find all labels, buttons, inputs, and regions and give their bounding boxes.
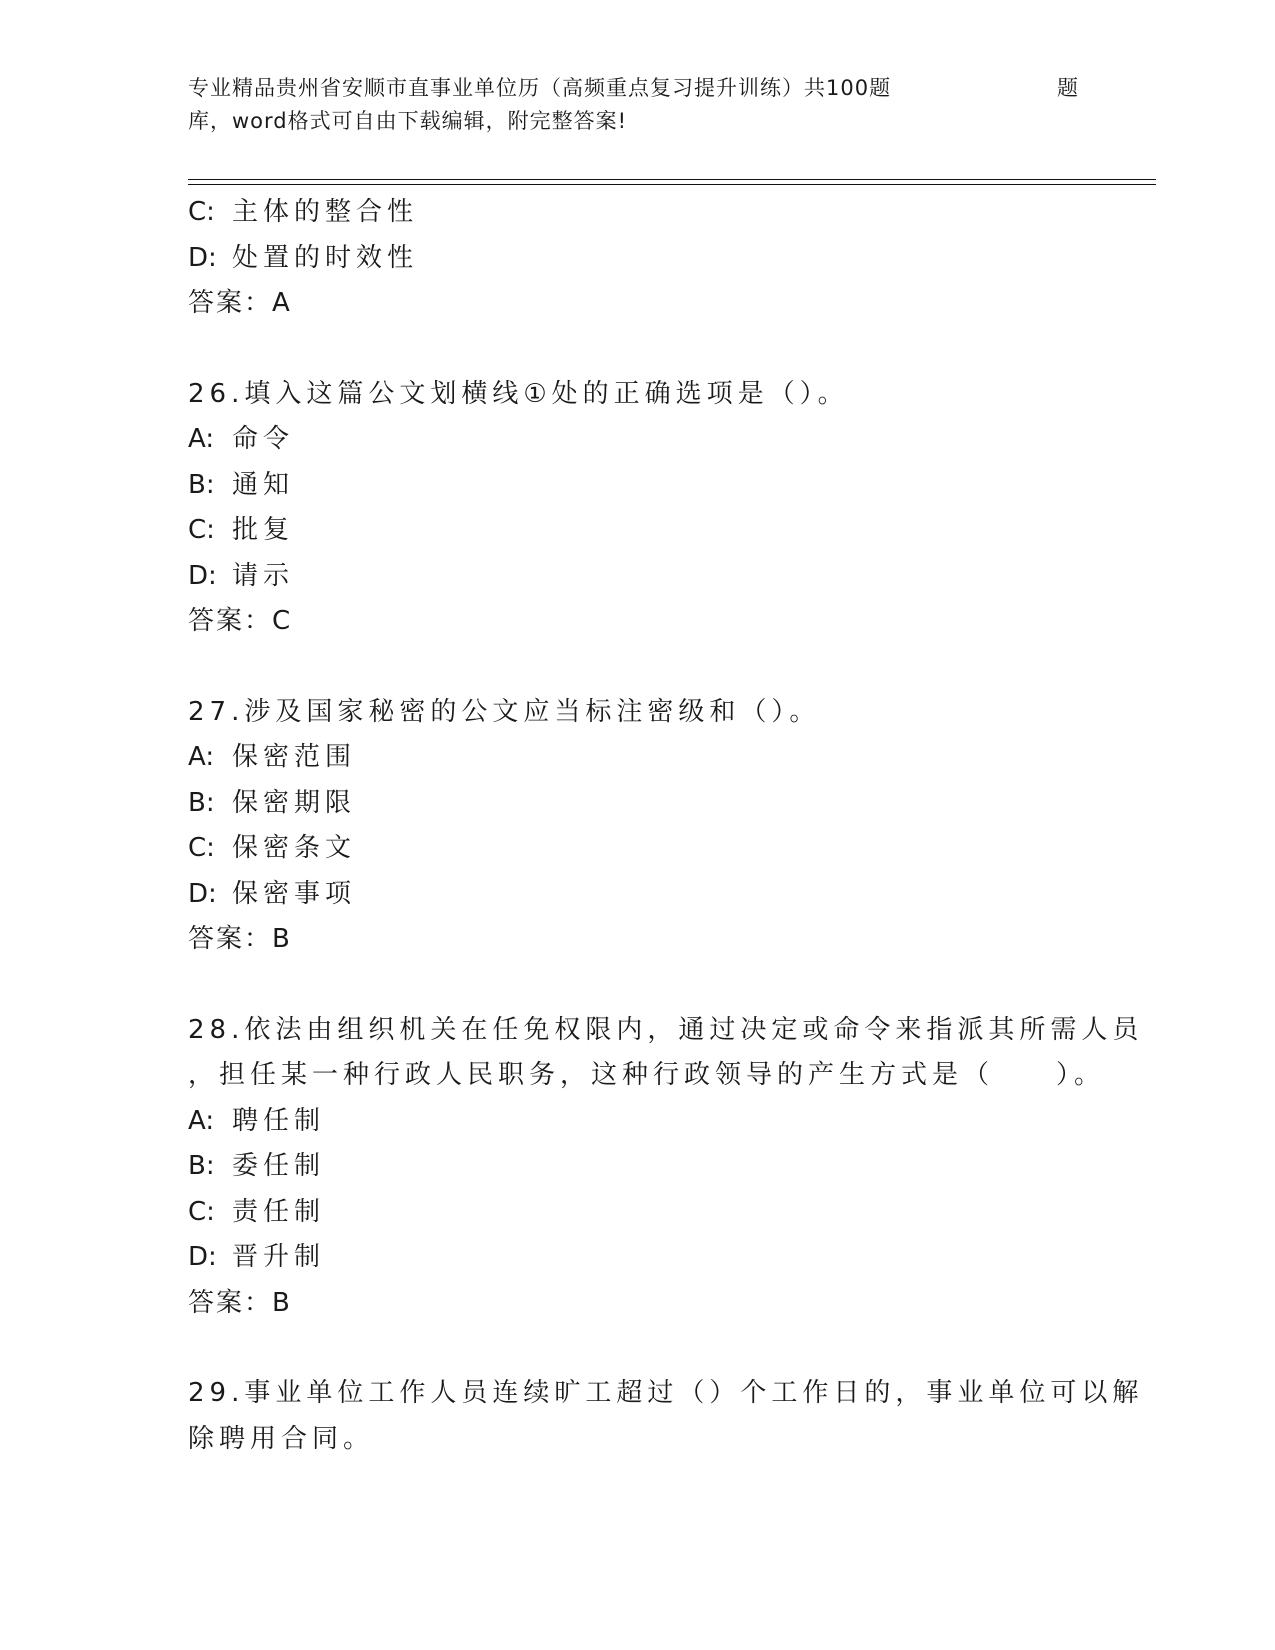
- answer-line: [188, 1281, 1108, 1327]
- option-key: A:: [188, 424, 215, 454]
- header-divider-top: [188, 179, 1156, 180]
- option-text: 保密事项: [232, 878, 357, 909]
- question-number: 28.: [188, 1014, 245, 1045]
- option-text: 保密期限: [232, 787, 357, 818]
- question-text: 依法由组织机关在任免权限内，通过决定或命令来指派其所需人员: [244, 1014, 1144, 1045]
- option-key: C:: [188, 197, 215, 227]
- answer-line: [188, 917, 1108, 963]
- page-header: [188, 72, 1088, 138]
- question-number: 29.: [188, 1378, 245, 1408]
- option-text: 请示: [232, 560, 295, 591]
- option-a: [188, 735, 1108, 781]
- option-text: 保密条文: [232, 833, 357, 863]
- option-c: [188, 508, 1108, 554]
- option-text: 委任制: [232, 1151, 326, 1181]
- question-block: [188, 690, 1108, 963]
- header-title-line-1: 专业精品贵州省安顺市直事业单位历（高频重点复习提升训练）共100题: [188, 76, 892, 100]
- option-text: 责任制: [232, 1196, 326, 1227]
- question-stem: [188, 1008, 1144, 1054]
- question-number: 27.: [188, 696, 245, 727]
- option-text: 主体的整合性: [232, 197, 419, 227]
- option-key: C:: [188, 833, 215, 863]
- question-stem: [188, 690, 1108, 736]
- option-text: 批复: [232, 515, 295, 545]
- option-key: D:: [188, 878, 217, 909]
- option-key: B:: [188, 1151, 215, 1181]
- option-b: [188, 463, 1108, 509]
- option-key: D:: [188, 1242, 217, 1272]
- answer-label: 答案：: [188, 924, 273, 954]
- option-c: [188, 826, 1108, 872]
- option-text: 通知: [232, 469, 295, 500]
- question-block: [188, 190, 1108, 327]
- option-key: D:: [188, 560, 217, 591]
- option-d: [188, 554, 1108, 600]
- question-stem: [188, 1371, 1144, 1417]
- option-text: 处置的时效性: [232, 242, 419, 273]
- header-title-overflow: 题: [1057, 76, 1078, 100]
- option-key: B:: [188, 787, 215, 818]
- option-b: [188, 1144, 1108, 1190]
- option-key: C:: [188, 515, 215, 545]
- option-key: A:: [188, 742, 215, 772]
- option-text: 聘任制: [232, 1105, 326, 1136]
- option-b: [188, 781, 1108, 827]
- answer-value: B: [272, 924, 292, 954]
- option-key: A:: [188, 1105, 215, 1136]
- answer-value: B: [272, 1287, 292, 1318]
- answer-value: C: [272, 606, 293, 636]
- question-number: 26.: [188, 378, 245, 409]
- question-stem-continued: 除聘用合同。: [188, 1423, 375, 1454]
- option-key: B:: [188, 469, 215, 500]
- question-text: 涉及国家秘密的公文应当标注密级和（）。: [244, 696, 821, 727]
- answer-line: [188, 599, 1108, 645]
- option-c: [188, 1190, 1108, 1236]
- option-d: [188, 872, 1108, 918]
- option-d: [188, 1235, 1108, 1281]
- option-text: 命令: [232, 424, 295, 454]
- question-list: [188, 190, 1144, 1462]
- answer-label: 答案：: [188, 288, 273, 318]
- question-stem-continued: ，担任某一种行政人民职务，这种行政领导的产生方式是（ ）。: [188, 1060, 1106, 1090]
- question-block: [188, 1371, 1144, 1462]
- option-a: [188, 1099, 1108, 1145]
- option-text: 保密范围: [232, 742, 357, 772]
- question-text: 填入这篇公文划横线①处的正确选项是（）。: [244, 378, 849, 409]
- option-key: C:: [188, 1196, 215, 1227]
- answer-value: A: [272, 288, 292, 318]
- option-c: [188, 190, 1108, 236]
- option-d: [188, 236, 1108, 282]
- question-block: [188, 372, 1108, 645]
- header-title-line-2: 库，word格式可自由下载编辑，附完整答案!: [188, 109, 628, 133]
- option-a: [188, 417, 1108, 463]
- answer-label: 答案：: [188, 1287, 273, 1318]
- option-text: 晋升制: [232, 1242, 326, 1272]
- answer-line: [188, 281, 1108, 327]
- answer-label: 答案：: [188, 606, 273, 636]
- header-divider-bottom: [188, 184, 1156, 185]
- option-key: D:: [188, 242, 217, 273]
- question-block: [188, 1008, 1144, 1327]
- question-stem: [188, 372, 1108, 418]
- question-text: 事业单位工作人员连续旷工超过（）个工作日的，事业单位可以解: [244, 1378, 1144, 1408]
